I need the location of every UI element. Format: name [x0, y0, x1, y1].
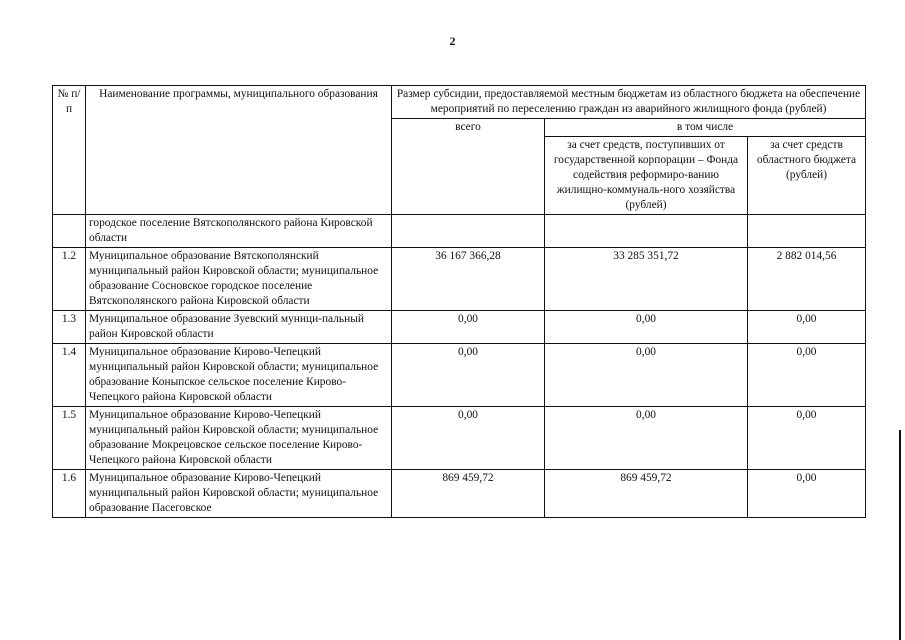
row-regional: 0,00	[748, 344, 866, 407]
row-fund: 33 285 351,72	[545, 248, 748, 311]
header-regional: за счет средств областного бюджета (рублей)	[748, 137, 866, 215]
row-regional	[748, 215, 866, 248]
row-num: 1.4	[53, 344, 86, 407]
row-name: Муниципальное образование Зуевский муници-пальный район Кировской области	[86, 311, 392, 344]
row-regional: 0,00	[748, 470, 866, 518]
header-subsidy: Размер субсидии, предоставляемой местным бюджетам из областного бюджета на обеспечение мероприятий по переселению граждан из аварийного жилищного фонда (рублей)	[392, 86, 866, 119]
row-num: 1.3	[53, 311, 86, 344]
row-fund: 0,00	[545, 311, 748, 344]
row-num: 1.5	[53, 407, 86, 470]
table-row	[53, 407, 866, 470]
header-total: всего	[392, 119, 545, 215]
table-row	[53, 215, 866, 248]
page-number: 2	[449, 34, 456, 48]
row-fund: 0,00	[545, 407, 748, 470]
row-name: Муниципальное образование Кирово-Чепецкий муниципальный район Кировской области; муниципальное образование Мокрецовское сельское поселение Кирово-Чепецкого района Кировской области	[86, 407, 392, 470]
header-row-1	[53, 86, 866, 119]
header-fund: за счет средств, поступивших от государственной корпорации – Фонда содействия реформиро-ванию жилищно-коммуналь-ного хозяйства (рублей)	[545, 137, 748, 215]
scan-edge-line	[899, 430, 901, 640]
table-row	[53, 344, 866, 407]
row-total: 0,00	[392, 407, 545, 470]
row-name: Муниципальное образование Кирово-Чепецкий муниципальный район Кировской области; муниципальное образование Коныпское сельское поселение Кирово-Чепецкого района Кировской области	[86, 344, 392, 407]
subsidy-table	[52, 85, 866, 518]
row-num: 1.6	[53, 470, 86, 518]
header-name: Наименование программы, муниципального образования	[86, 86, 392, 215]
row-total: 36 167 366,28	[392, 248, 545, 311]
row-regional: 0,00	[748, 311, 866, 344]
row-fund: 0,00	[545, 344, 748, 407]
row-total	[392, 215, 545, 248]
table-row	[53, 311, 866, 344]
row-total: 869 459,72	[392, 470, 545, 518]
row-total: 0,00	[392, 311, 545, 344]
row-regional: 2 882 014,56	[748, 248, 866, 311]
table-row	[53, 470, 866, 518]
header-including: в том числе	[545, 119, 866, 137]
row-total: 0,00	[392, 344, 545, 407]
row-fund	[545, 215, 748, 248]
header-num: № п/п	[53, 86, 86, 215]
row-name: Муниципальное образование Вятскополянский муниципальный район Кировской области; муниципальное образование Сосновское городское поселение Вятскополянского района Кировской области	[86, 248, 392, 311]
row-regional: 0,00	[748, 407, 866, 470]
table-row	[53, 248, 866, 311]
row-fund: 869 459,72	[545, 470, 748, 518]
row-name: Муниципальное образование Кирово-Чепецкий муниципальный район Кировской области; муниципальное образование Пасеговское	[86, 470, 392, 518]
row-name: городское поселение Вятскополянского района Кировской области	[86, 215, 392, 248]
row-num: 1.2	[53, 248, 86, 311]
row-num	[53, 215, 86, 248]
